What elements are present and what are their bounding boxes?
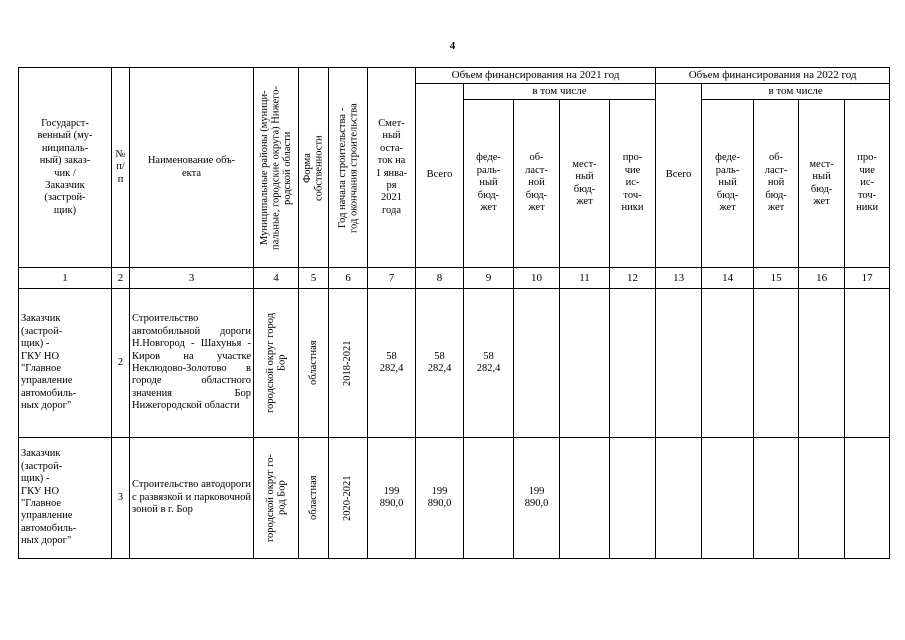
row-ownership-cell <box>299 289 329 438</box>
column-number: 10 <box>514 268 560 289</box>
column-number: 4 <box>254 268 299 289</box>
row-other-2022 <box>845 438 890 559</box>
column-number: 12 <box>610 268 656 289</box>
row-estimated-balance: 199 890,0 <box>368 438 416 559</box>
column-number: 1 <box>19 268 112 289</box>
header-regional-2022: об- ласт- ной бюд- жет <box>754 100 799 268</box>
row-total-2022 <box>656 438 702 559</box>
column-number: 13 <box>656 268 702 289</box>
row-other-2021 <box>610 438 656 559</box>
header-district-cell <box>254 68 299 268</box>
header-regional-2021: об- ласт- ной бюд- жет <box>514 100 560 268</box>
row-local-2021 <box>560 289 610 438</box>
row-customer: Заказчик (застрой- щик) - ГКУ НО "Главное управление автомобиль- ных дорог" <box>19 289 112 438</box>
row-regional-2021: 199 890,0 <box>514 438 560 559</box>
header-ownership: Форма собственности <box>302 134 325 201</box>
column-number: 6 <box>329 268 368 289</box>
row-total-2022 <box>656 289 702 438</box>
column-number: 2 <box>112 268 130 289</box>
row-object-name: Строительство автодороги с развязкой и парковочной зоной в г. Бор <box>130 438 254 559</box>
row-total-2021: 199 890,0 <box>416 438 464 559</box>
header-funding-2021: Объем финансирования на 2021 год <box>416 68 656 84</box>
header-federal-2022: феде- раль- ный бюд- жет <box>702 100 754 268</box>
row-federal-2021 <box>464 438 514 559</box>
table-row <box>19 438 890 559</box>
header-estimated-balance: Смет- ный оста- ток на 1 янва- ря 2021 года <box>368 68 416 268</box>
row-num: 3 <box>112 438 130 559</box>
row-federal-2022 <box>702 289 754 438</box>
header-federal-2021: феде- раль- ный бюд- жет <box>464 100 514 268</box>
row-regional-2022 <box>754 438 799 559</box>
header-district: Муниципальные районы (муници- пальные, городские округа) Нижего- родской области <box>258 85 293 250</box>
header-years: Год начала строительства - год окончания строительства <box>336 102 359 233</box>
row-customer: Заказчик (застрой- щик) - ГКУ НО "Главное управление автомобиль- ных дорог" <box>19 438 112 559</box>
header-local-2021: мест- ный бюд- жет <box>560 100 610 268</box>
row-local-2021 <box>560 438 610 559</box>
header-including-2022: в том числе <box>702 84 890 100</box>
column-number: 14 <box>702 268 754 289</box>
row-federal-2021: 58 282,4 <box>464 289 514 438</box>
header-funding-2022: Объем финансирования на 2022 год <box>656 68 890 84</box>
row-other-2021 <box>610 289 656 438</box>
header-total-2021: Всего <box>416 84 464 268</box>
header-row-1 <box>19 68 890 84</box>
column-number-row <box>19 268 890 289</box>
row-local-2022 <box>799 438 845 559</box>
financing-table <box>18 67 890 559</box>
row-years-cell <box>329 289 368 438</box>
header-ownership-cell <box>299 68 329 268</box>
row-district-cell <box>254 289 299 438</box>
row-total-2021: 58 282,4 <box>416 289 464 438</box>
row-ownership: областная <box>307 340 319 386</box>
column-number: 17 <box>845 268 890 289</box>
column-number: 7 <box>368 268 416 289</box>
header-local-2022: мест- ный бюд- жет <box>799 100 845 268</box>
page-number: 4 <box>449 40 456 52</box>
row-local-2022 <box>799 289 845 438</box>
header-customer: Государст- венный (му- ниципаль- ный) заказ- чик / Заказчик (застрой- щик) <box>19 68 112 268</box>
column-number: 8 <box>416 268 464 289</box>
column-number: 15 <box>754 268 799 289</box>
column-number: 9 <box>464 268 514 289</box>
table-row <box>19 289 890 438</box>
row-years: 2020-2021 <box>342 475 354 521</box>
row-ownership-cell <box>299 438 329 559</box>
header-num: № п/п <box>112 68 130 268</box>
header-object-name: Наименование объ- екта <box>130 68 254 268</box>
row-years-cell <box>329 438 368 559</box>
row-estimated-balance: 58 282,4 <box>368 289 416 438</box>
header-total-2022: Всего <box>656 84 702 268</box>
row-other-2022 <box>845 289 890 438</box>
row-district: городской округ го- род Бор <box>264 454 287 542</box>
column-number: 16 <box>799 268 845 289</box>
row-district: городской округ город Бор <box>264 312 287 414</box>
column-number: 3 <box>130 268 254 289</box>
header-other-2021: про- чие ис- точ- ники <box>610 100 656 268</box>
header-other-2022: про- чие ис- точ- ники <box>845 100 890 268</box>
row-federal-2022 <box>702 438 754 559</box>
row-years: 2018-2021 <box>342 340 354 386</box>
column-number: 5 <box>299 268 329 289</box>
row-district-cell <box>254 438 299 559</box>
row-regional-2022 <box>754 289 799 438</box>
row-object-name: Строительство автомобильной дороги Н.Новгород - Шахунья - Киров на участке Неклюдово-Золотово в городе областного значения Бор Нижегородской области <box>130 289 254 438</box>
header-including-2021: в том числе <box>464 84 656 100</box>
row-ownership: областная <box>307 475 319 521</box>
header-years-cell <box>329 68 368 268</box>
column-number: 11 <box>560 268 610 289</box>
row-num: 2 <box>112 289 130 438</box>
row-regional-2021 <box>514 289 560 438</box>
